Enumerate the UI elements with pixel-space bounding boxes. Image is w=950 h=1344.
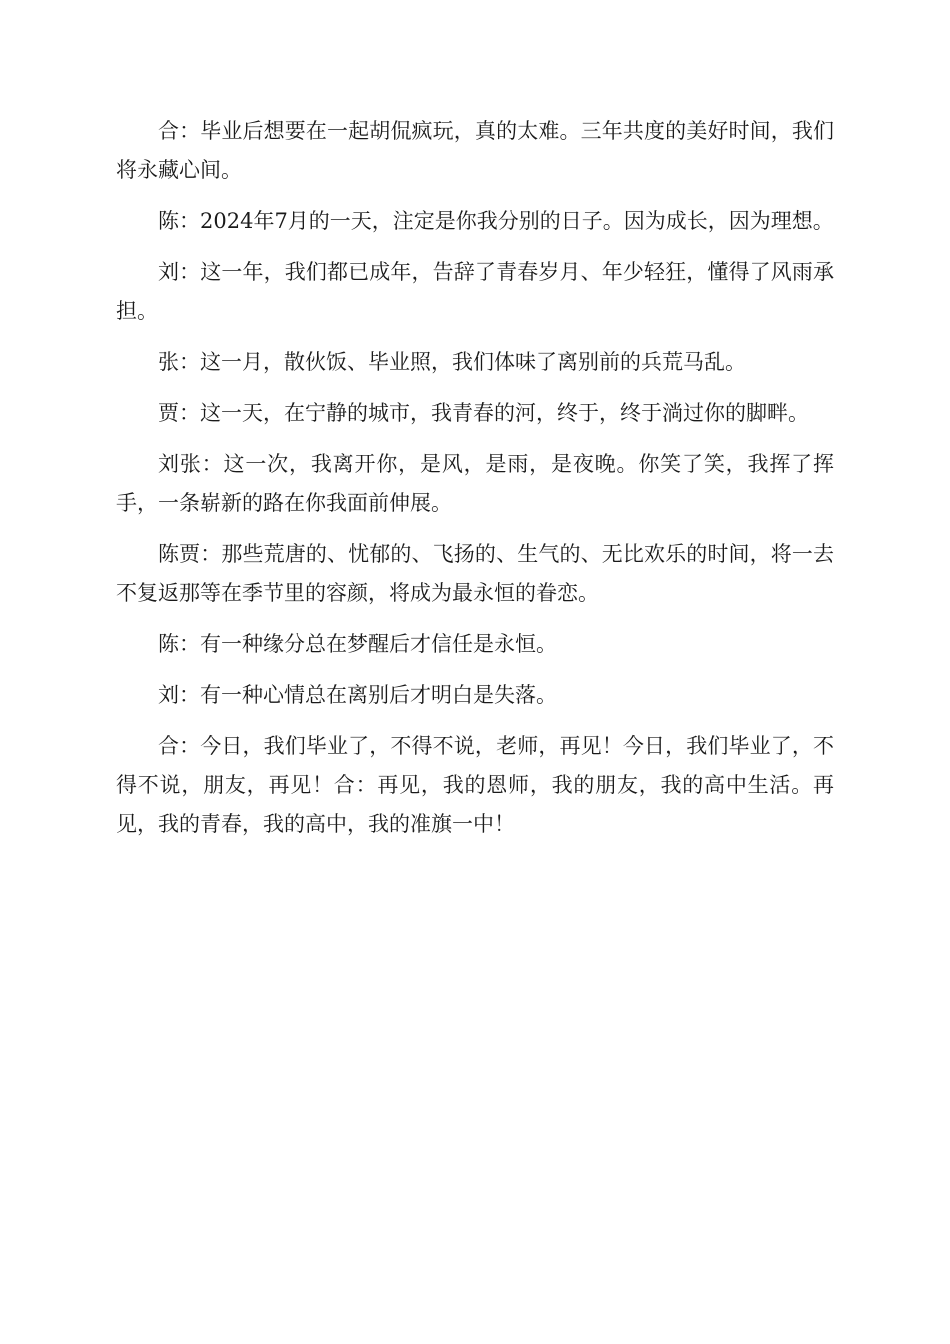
paragraph: 刘：有一种心情总在离别后才明白是失落。 [158, 683, 557, 707]
paragraph: 张：这一月，散伙饭、毕业照，我们体味了离别前的兵荒马乱。 [158, 350, 746, 374]
paragraph: 合：毕业后想要在一起胡侃疯玩，真的太难。三年共度的美好时间，我们将永藏心间。 [116, 119, 834, 182]
paragraph: 陈：有一种缘分总在梦醒后才信任是永恒。 [158, 632, 557, 656]
paragraph: 合：今日，我们毕业了，不得不说，老师，再见！今日，我们毕业了，不得不说，朋友，再见！合：再见，我的恩师，我的朋友，我的高中生活。再见，我的青春，我的高中，我的准旗一中！ [116, 734, 834, 836]
paragraph: 陈：2024年7月的一天，注定是你我分别的日子。因为成长，因为理想。 [158, 209, 834, 233]
document-body [116, 112, 834, 856]
paragraph: 贾：这一天，在宁静的城市，我青春的河，终于，终于淌过你的脚畔。 [158, 401, 809, 425]
paragraph: 陈贾：那些荒唐的、忧郁的、飞扬的、生气的、无比欢乐的时间，将一去不复返那等在季节里的容颜，将成为最永恒的眷恋。 [116, 542, 834, 605]
paragraph: 刘：这一年，我们都已成年，告辞了青春岁月、年少轻狂，懂得了风雨承担。 [116, 260, 834, 323]
paragraph: 刘张：这一次，我离开你，是风，是雨，是夜晚。你笑了笑，我挥了挥手，一条崭新的路在你我面前伸展。 [116, 452, 834, 515]
